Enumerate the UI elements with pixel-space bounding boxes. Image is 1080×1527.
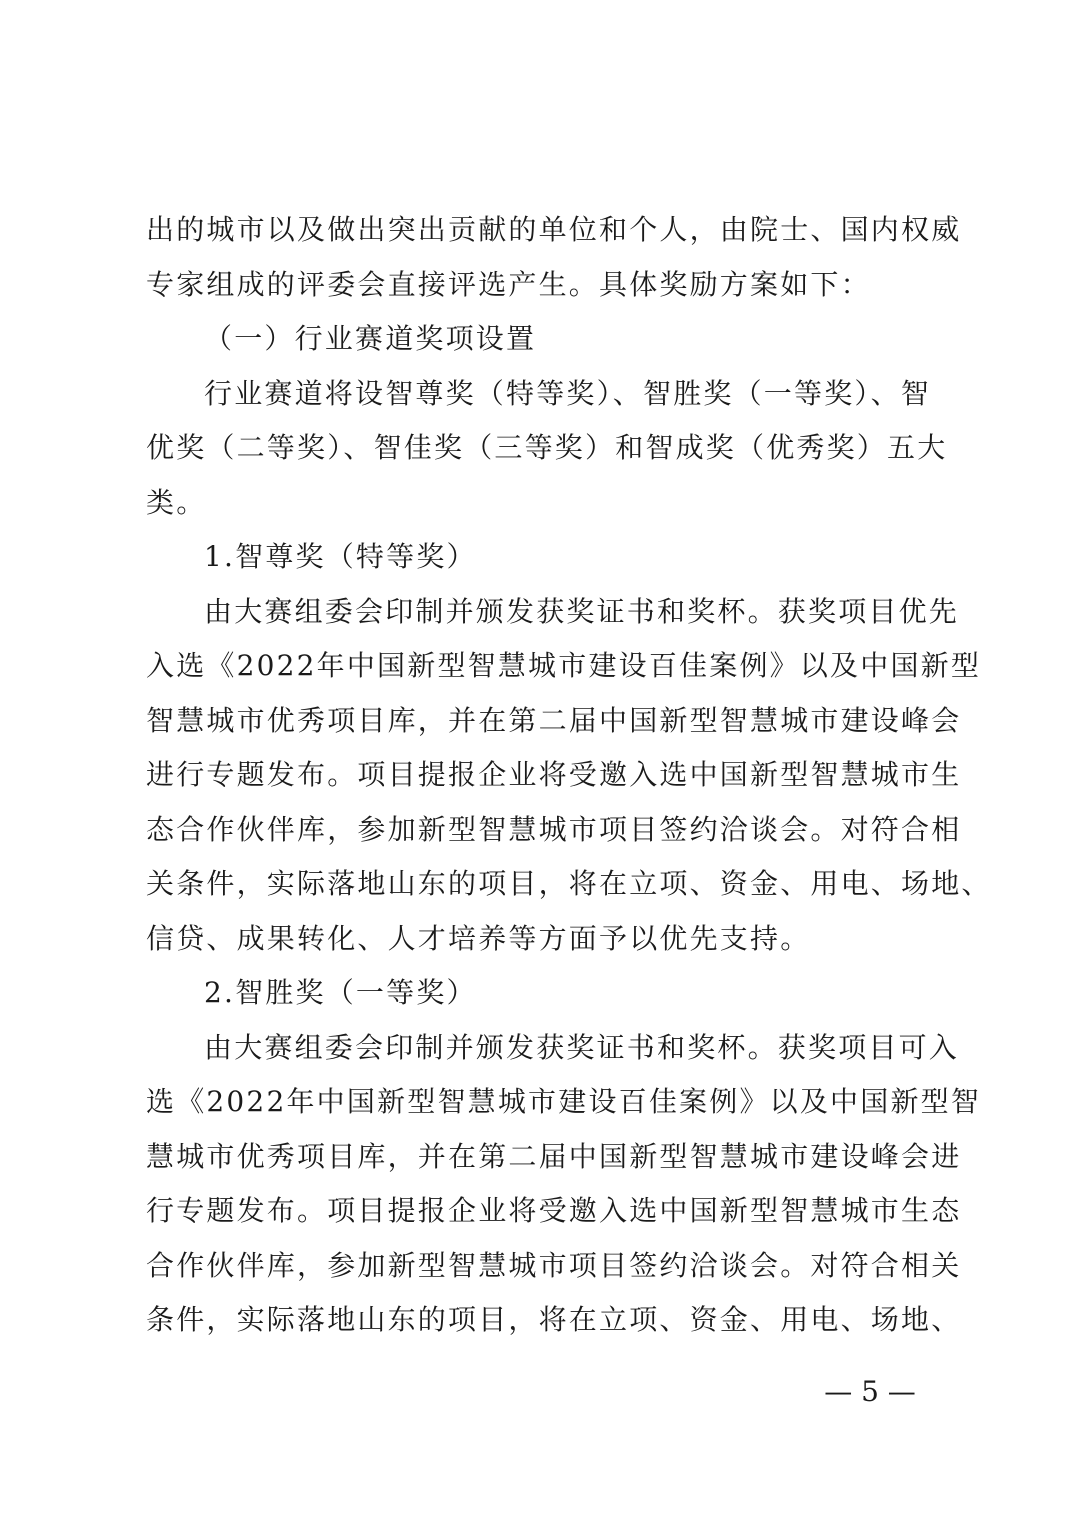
text-line: 入选《2022年中国新型智慧城市建设百佳案例》以及中国新型 <box>146 649 982 682</box>
text-line: 合作伙伴库，参加新型智慧城市项目签约洽谈会。对符合相关 <box>146 1248 962 1282</box>
text-line: 由大赛组委会印制并颁发获奖证书和奖杯。获奖项目可入 <box>204 1030 960 1064</box>
section-heading: （一）行业赛道奖项设置 <box>204 322 537 355</box>
text-line: 优奖（二等奖）、智佳奖（三等奖）和智成奖（优秀奖）五大 <box>146 431 948 464</box>
page-number: — 5 — <box>824 1375 916 1408</box>
text-line: 慧城市优秀项目库，并在第二届中国新型智慧城市建设峰会进 <box>146 1139 962 1173</box>
text-line: 信贷、成果转化、人才培养等方面予以优先支持。 <box>146 921 811 955</box>
text-line: 专家组成的评委会直接评选产生。具体奖励方案如下： <box>146 267 871 301</box>
text-line: 选《2022年中国新型智慧城市建设百佳案例》以及中国新型智 <box>146 1085 982 1118</box>
text-line: 关条件，实际落地山东的项目，将在立项、资金、用电、场地、 <box>146 867 992 900</box>
subsection-heading: 2.智胜奖（一等奖） <box>204 976 477 1009</box>
text-line: 进行专题发布。项目提报企业将受邀入选中国新型智慧城市生 <box>146 758 962 791</box>
text-line: 类。 <box>146 485 207 519</box>
text-line: 行专题发布。项目提报企业将受邀入选中国新型智慧城市生态 <box>146 1194 962 1227</box>
text-line: 由大赛组委会印制并颁发获奖证书和奖杯。获奖项目优先 <box>204 594 960 628</box>
text-line: 智慧城市优秀项目库，并在第二届中国新型智慧城市建设峰会 <box>146 703 962 737</box>
text-line: 出的城市以及做出突出贡献的单位和个人，由院士、国内权威 <box>146 213 962 246</box>
text-line: 态合作伙伴库，参加新型智慧城市项目签约洽谈会。对符合相 <box>146 812 962 846</box>
subsection-heading: 1.智尊奖（特等奖） <box>204 540 477 573</box>
text-line: 行业赛道将设智尊奖（特等奖）、智胜奖（一等奖）、智 <box>204 376 932 410</box>
text-line: 条件，实际落地山东的项目，将在立项、资金、用电、场地、 <box>146 1303 962 1336</box>
body-text <box>146 203 992 1348</box>
